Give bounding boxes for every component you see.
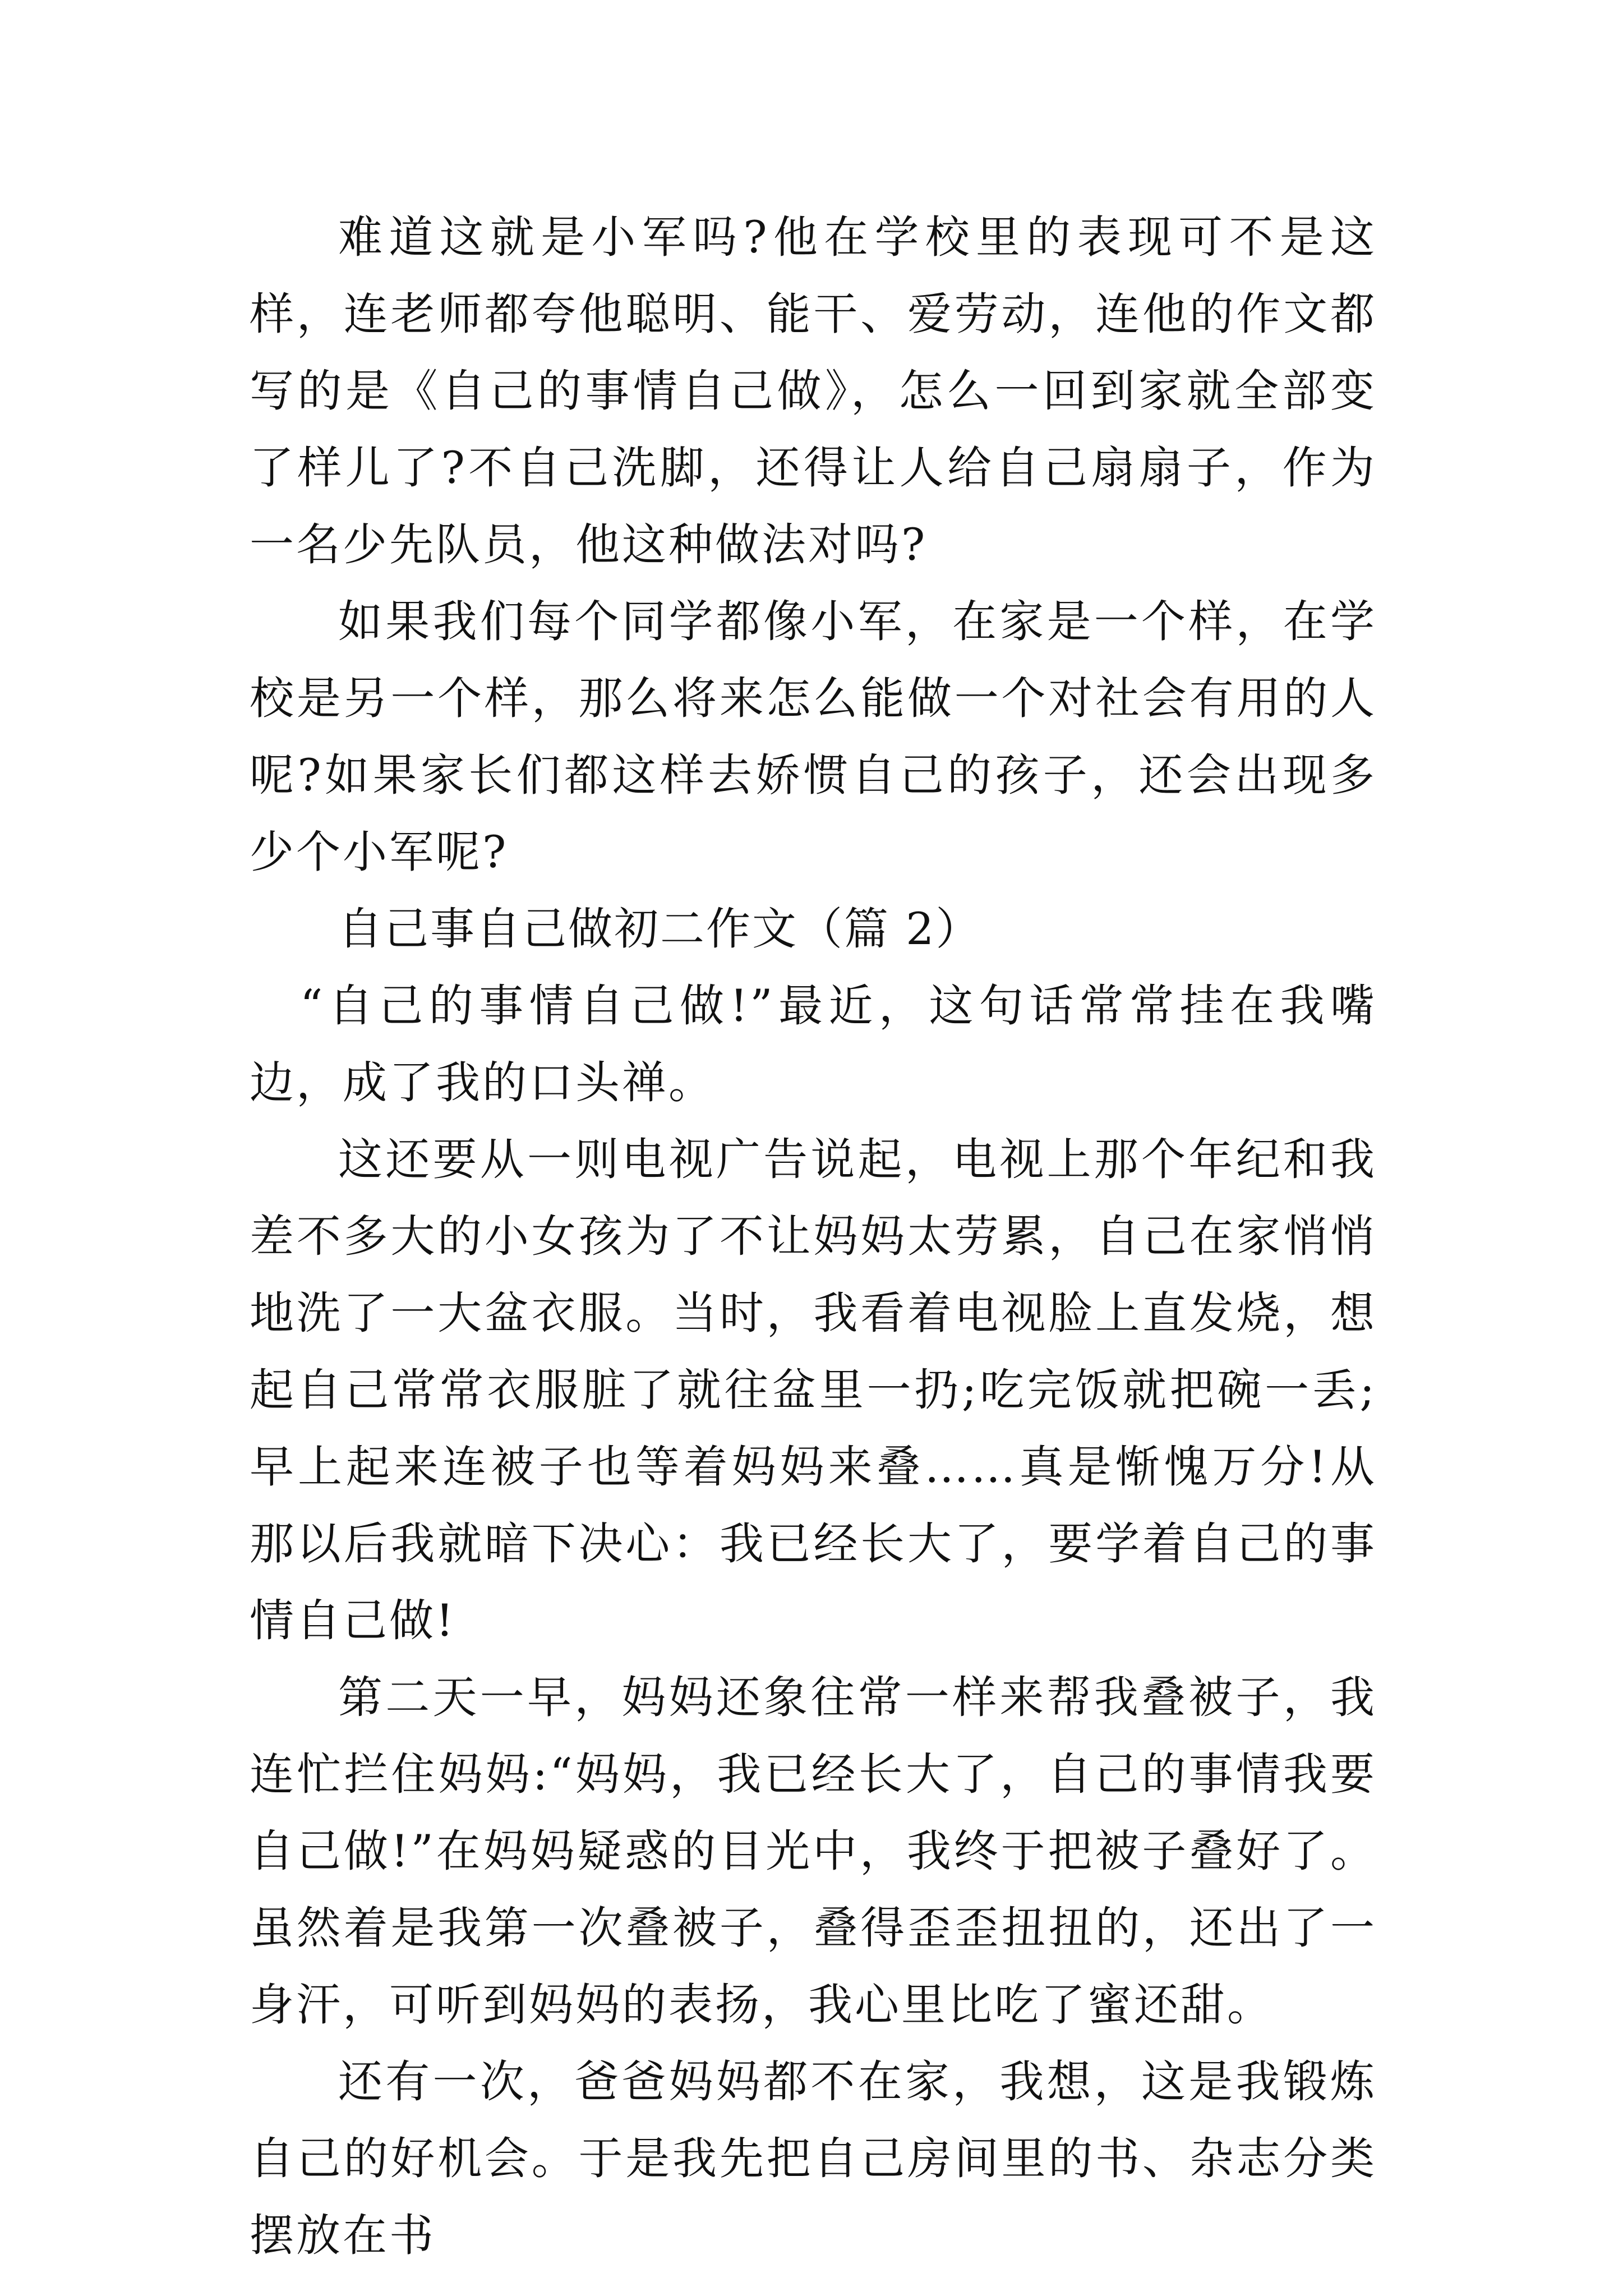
paragraph: 这还要从一则电视广告说起，电视上那个年纪和我差不多大的小女孩为了不让妈妈太劳累，自己在家悄悄地洗了一大盆衣服。当时，我看着电视脸上直发烧，想起自己常常衣服脏了就往盆里一扔;吃完饭就把碗一丢;早上起来连被子也等着妈妈来叠……真是惭愧万分!从那以后我就暗下决心：我已经长大了，要学着自己的事情自己做! — [250, 1134, 1377, 1646]
paragraph: 如果我们每个同学都像小军，在家是一个样，在学校是另一个样，那么将来怎么能做一个对社会有用的人呢?如果家长们都这样去娇惯自己的孩子，还会出现多少个小军呢? — [250, 596, 1377, 878]
paragraph: 还有一次，爸爸妈妈都不在家，我想，这是我锻炼自己的好机会。于是我先把自己房间里的书、杂志分类摆放在书 — [250, 2056, 1377, 2261]
document-body — [250, 199, 1377, 2274]
paragraph: 第二天一早，妈妈还象往常一样来帮我叠被子，我连忙拦住妈妈:“妈妈，我已经长大了，自己的事情我要自己做!”在妈妈疑惑的目光中，我终于把被子叠好了。虽然着是我第一次叠被子，叠得歪歪扭扭的，还出了一身汗，可听到妈妈的表扬，我心里比吃了蜜还甜。 — [250, 1672, 1377, 2031]
paragraph: “自己的事情自己做!”最近，这句话常常挂在我嘴边，成了我的口头禅。 — [250, 980, 1377, 1108]
section-heading: 自己事自己做初二作文（篇 2） — [338, 903, 982, 955]
paragraph: 难道这就是小军吗?他在学校里的表现可不是这样，连老师都夸他聪明、能干、爱劳动，连他的作文都写的是《自己的事情自己做》，怎么一回到家就全部变了样儿了?不自己洗脚，还得让人给自己扇扇子，作为一名少先队员，他这种做法对吗? — [250, 211, 1377, 570]
